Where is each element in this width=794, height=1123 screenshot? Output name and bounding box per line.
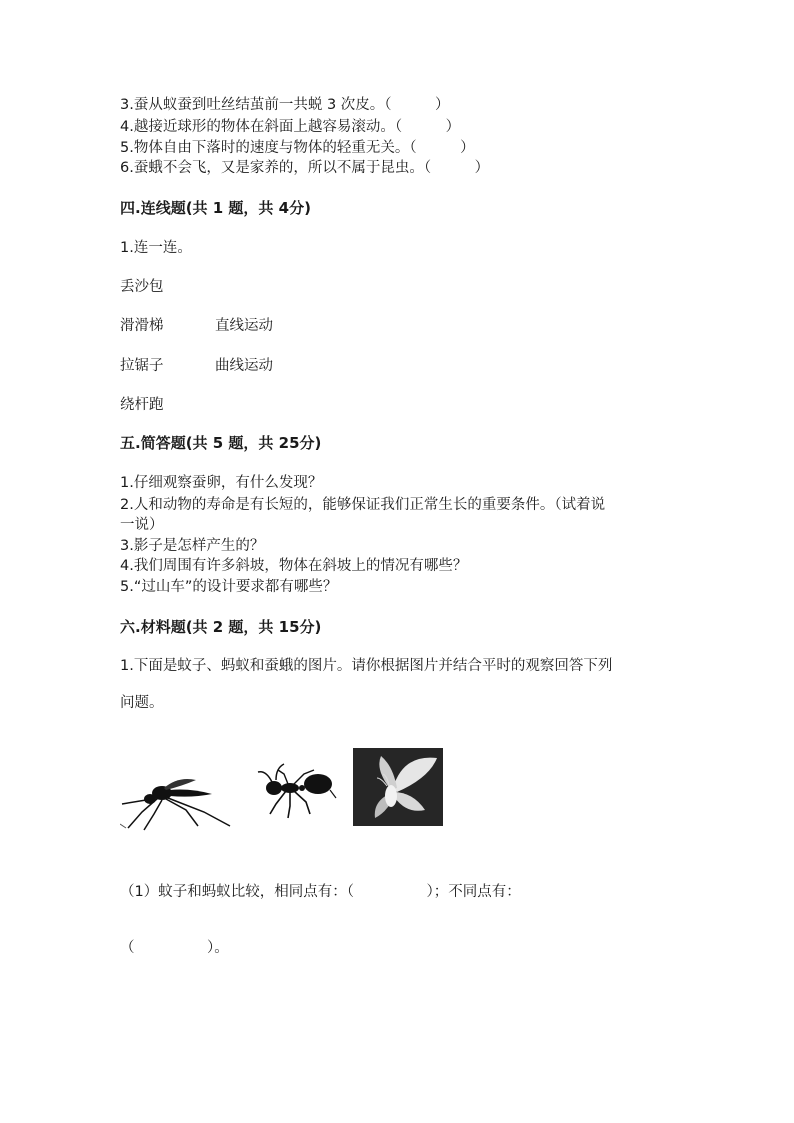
section-4-title: 四.连线题(共 1 题，共 4分) bbox=[120, 199, 311, 217]
matching-right-item: 曲线运动 bbox=[215, 358, 273, 374]
short-answer-question-cont: 一说） bbox=[120, 517, 164, 533]
sub-question-1: （1）蚊子和蚂蚁比较，相同点有：（ ）；不同点有： bbox=[120, 884, 521, 900]
ant-icon bbox=[250, 748, 345, 832]
short-answer-question: 5.“过山车”的设计要求都有哪些？ bbox=[120, 579, 338, 595]
tf-item-3: 3.蚕从蚁蚕到吐丝结茧前一共蜕 3 次皮。（ ） bbox=[120, 97, 450, 113]
matching-right-item: 直线运动 bbox=[215, 318, 273, 334]
short-answer-question: 3.影子是怎样产生的？ bbox=[120, 538, 265, 554]
short-answer-question: 4.我们周围有许多斜坡，物体在斜坡上的情况有哪些？ bbox=[120, 558, 468, 574]
material-question-cont: 问题。 bbox=[120, 695, 164, 711]
matching-question: 1.连一连。 bbox=[120, 240, 192, 256]
short-answer-question: 1.仔细观察蚕卵，有什么发现？ bbox=[120, 475, 323, 491]
tf-item-4: 4.越接近球形的物体在斜面上越容易滚动。（ ） bbox=[120, 119, 461, 135]
sub-question-1-cont: （ ）。 bbox=[120, 940, 229, 956]
matching-left-item: 绕杆跑 bbox=[120, 397, 164, 413]
section-6-title: 六.材料题(共 2 题，共 15分) bbox=[120, 618, 322, 636]
mosquito-icon bbox=[120, 748, 235, 832]
tf-item-5: 5.物体自由下落时的速度与物体的轻重无关。（ ） bbox=[120, 140, 475, 156]
silkmoth-icon bbox=[353, 748, 443, 826]
material-question: 1.下面是蚊子、蚂蚁和蚕蛾的图片。请你根据图片并结合平时的观察回答下列 bbox=[120, 658, 613, 674]
matching-left-item: 滑滑梯 bbox=[120, 318, 164, 334]
section-5-title: 五.简答题(共 5 题，共 25分) bbox=[120, 434, 322, 452]
matching-left-item: 丢沙包 bbox=[120, 279, 164, 295]
short-answer-question: 2.人和动物的寿命是有长短的，能够保证我们正常生长的重要条件。（试着说 bbox=[120, 497, 606, 513]
tf-item-6: 6.蚕蛾不会飞，又是家养的，所以不属于昆虫。（ ） bbox=[120, 160, 490, 176]
insect-images bbox=[120, 748, 450, 832]
matching-left-item: 拉锯子 bbox=[120, 358, 164, 374]
silkmoth-photo bbox=[353, 748, 443, 826]
